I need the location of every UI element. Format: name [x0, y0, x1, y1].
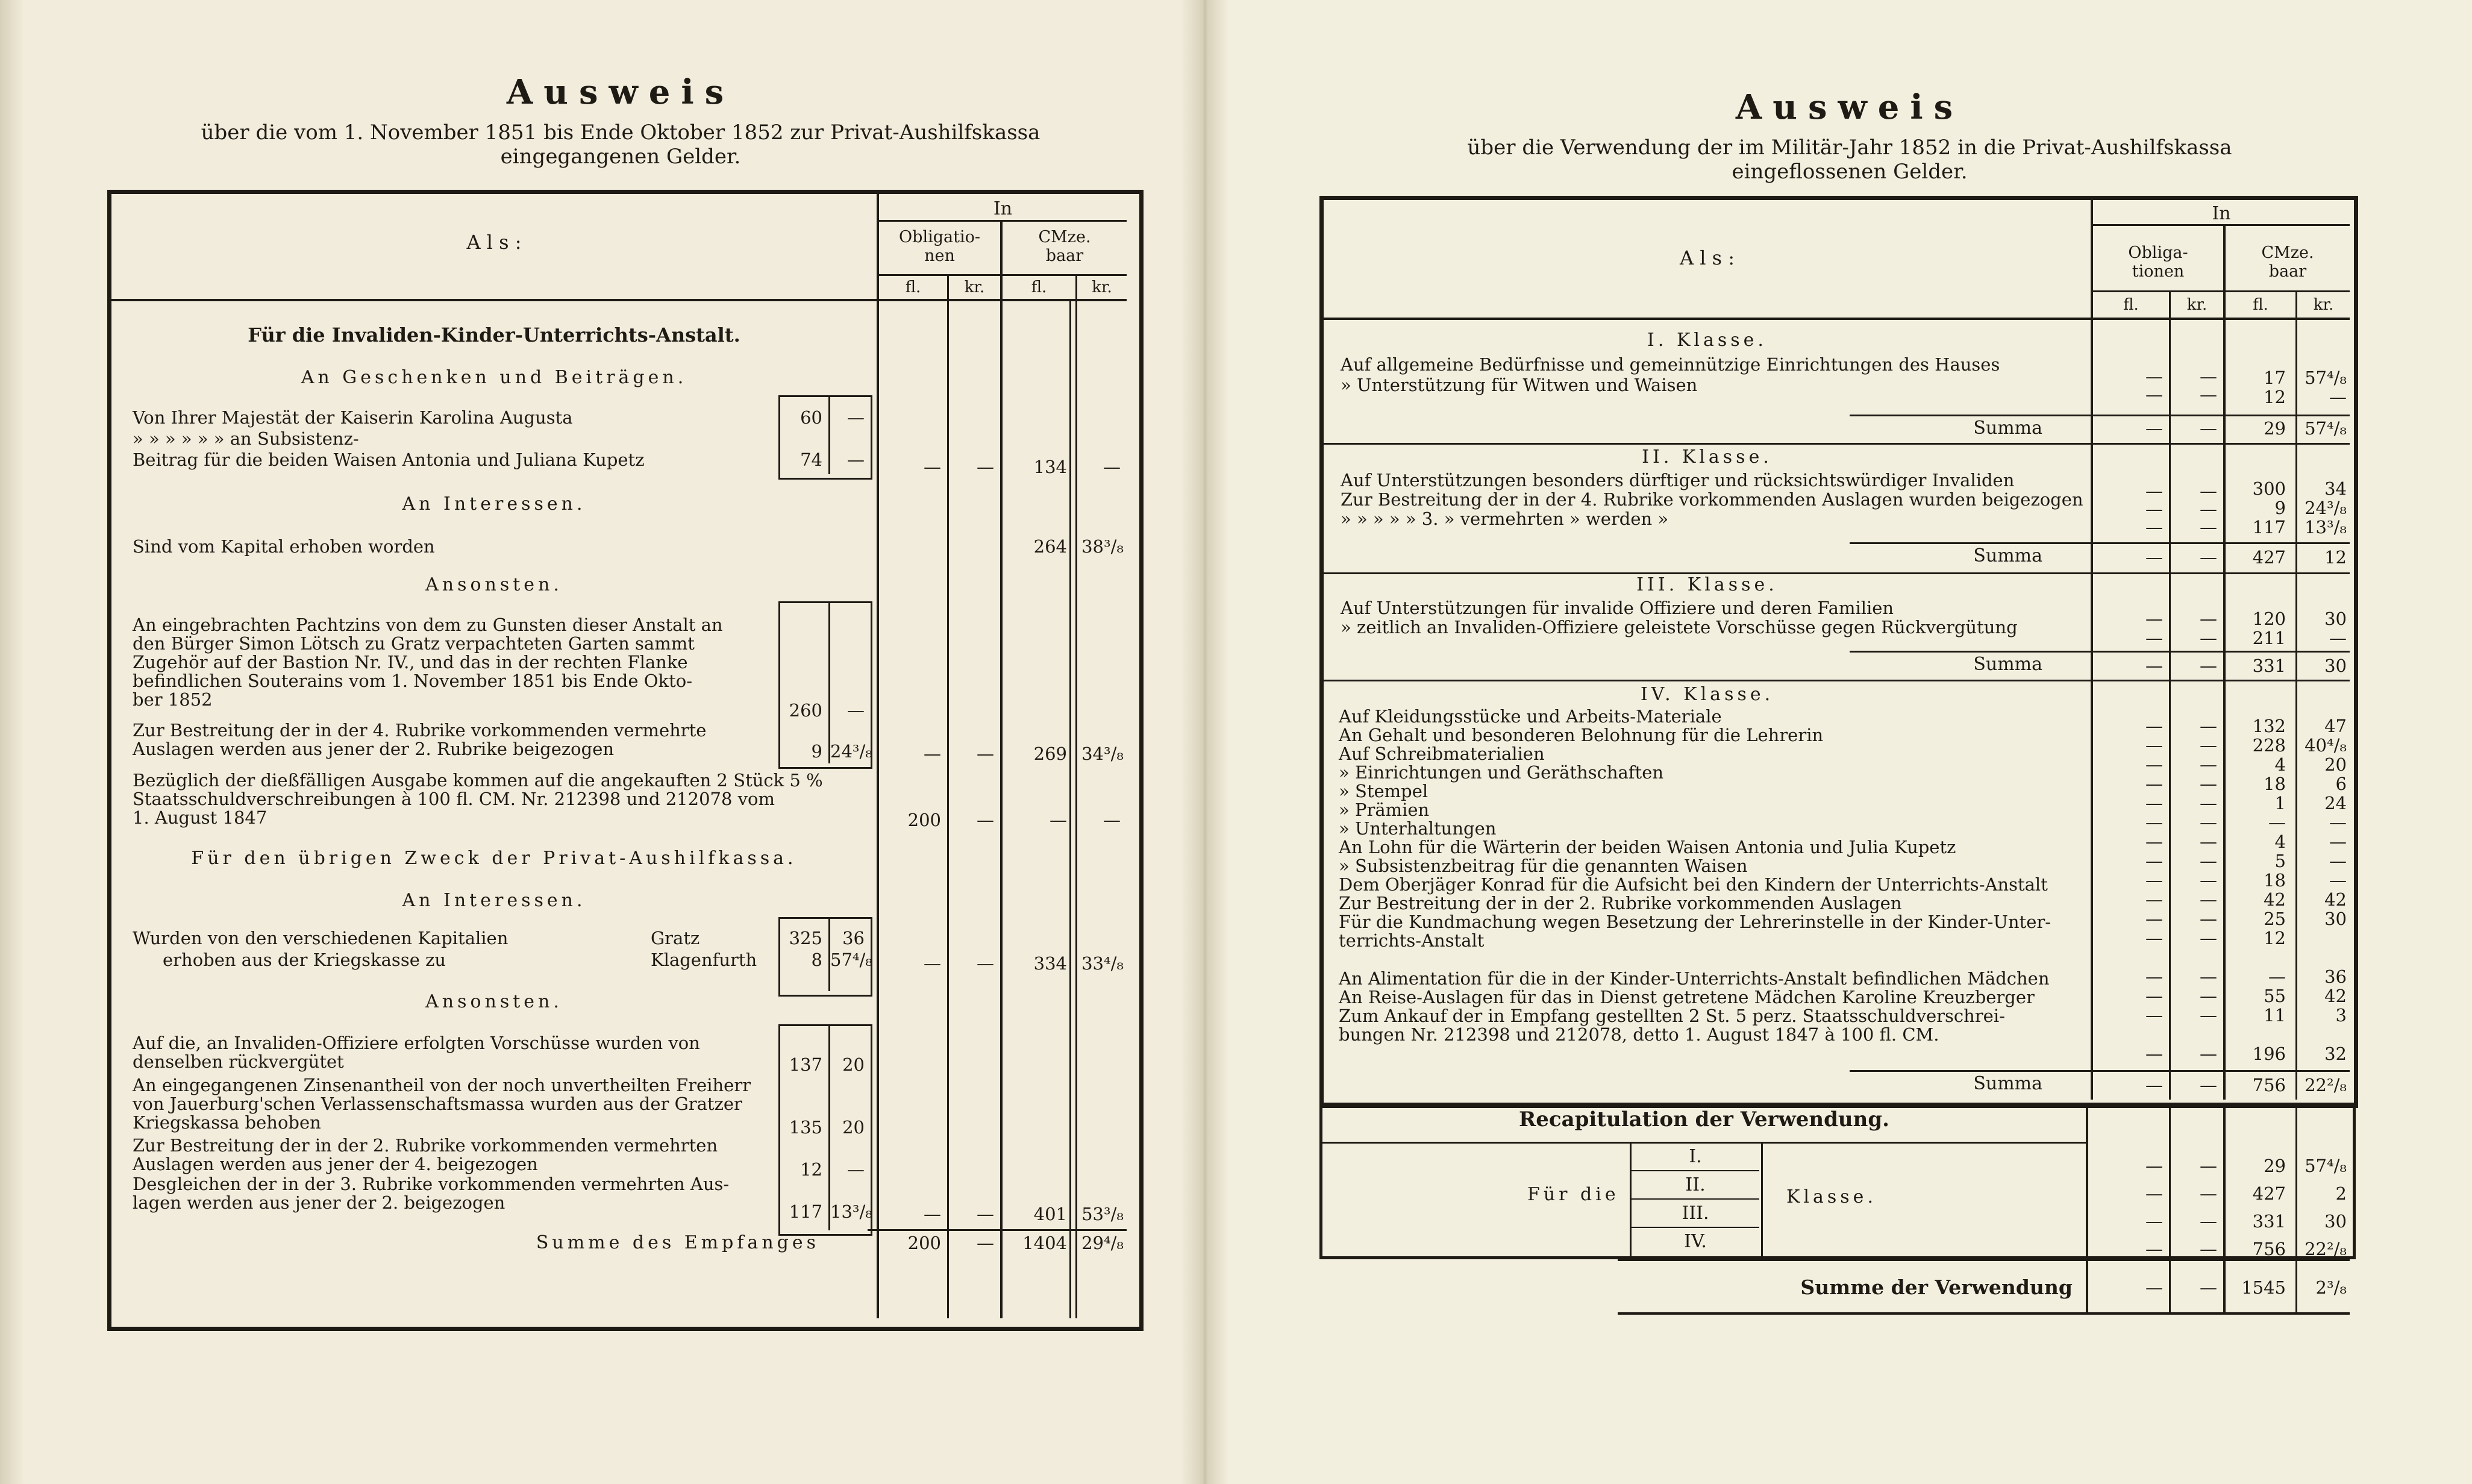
- book-gutter: [1181, 0, 1229, 1484]
- k3-obl-2: —: [2145, 628, 2163, 648]
- klasse1-title: I. Klasse.: [1647, 330, 1767, 351]
- klasse2-title: II. Klasse.: [1642, 446, 1773, 468]
- k4-fl-11: 25: [2264, 909, 2286, 929]
- right-in-rule: [2093, 224, 2350, 226]
- k1-sfl: 29: [2264, 418, 2286, 439]
- recap-skr: 2³/₈: [2315, 1277, 2347, 1298]
- k1-summe: Summa: [1973, 418, 2042, 439]
- k1-oblk-1: —: [2200, 366, 2217, 387]
- right-fl-header-2: fl.: [2253, 296, 2268, 314]
- k3-oblk-2: —: [2200, 628, 2217, 648]
- k2-row-2: Zur Bestreitung der in der 4. Rubrike vorkommenden Auslagen wurden beigezogen: [1341, 489, 2083, 510]
- k4-obl-12: —: [2145, 928, 2163, 948]
- right-title-block: [1362, 87, 2338, 184]
- k2-oblk-3: —: [2200, 517, 2217, 537]
- row-erhoben: erhoben aus der Kriegskasse zu: [163, 950, 446, 970]
- recap-kr-4: 22²/₈: [2305, 1239, 2347, 1259]
- k4-fl-12: 12: [2264, 928, 2286, 948]
- k4-obl-15: —: [2145, 1005, 2163, 1025]
- klasse3-title: III. Klasse.: [1636, 574, 1778, 595]
- val-o3k: —: [977, 744, 994, 764]
- k4-fl-7: 4: [2274, 831, 2286, 852]
- k4-fl-2: 228: [2252, 735, 2286, 756]
- left-title-block: [108, 72, 1133, 169]
- recap-kr-1: 57⁴/₈: [2305, 1156, 2347, 1176]
- recap-fl-4: 756: [2252, 1239, 2286, 1259]
- k3-sobl: —: [2145, 656, 2163, 676]
- k4-obl-10: —: [2145, 889, 2163, 910]
- val-b117: 117: [789, 1201, 822, 1222]
- k4-obl-1: —: [2145, 716, 2163, 736]
- k3-row-1: Auf Unterstützungen für invalide Offiziere und deren Familien: [1341, 598, 1894, 618]
- k4-kr-16: 32: [2324, 1044, 2347, 1064]
- k4-row-14: An Reise-Auslagen für das in Dienst getretene Mädchen Karoline Kreuzberger: [1339, 987, 2035, 1007]
- val-b12k: —: [847, 1159, 865, 1180]
- k4-obl-14: —: [2145, 986, 2163, 1006]
- left-sum-rule: [868, 1229, 1127, 1231]
- val-c2k: 38³/₈: [1081, 536, 1124, 557]
- left-in-rule: [879, 220, 1127, 222]
- k2-summe: Summa: [1973, 545, 2042, 566]
- k4-fl-8: 5: [2274, 851, 2286, 871]
- k1-skr: 57⁴/₈: [2305, 418, 2347, 439]
- left-kr-header-1: kr.: [964, 278, 985, 296]
- left-in-header: In: [993, 198, 1013, 219]
- k4-skr: 22²/₈: [2305, 1075, 2347, 1095]
- k4-row-2: An Gehalt und besonderen Belohnung für die Lehrerin: [1339, 725, 1824, 745]
- k3-kr-1: 30: [2324, 609, 2347, 629]
- k4-kr-2: 40⁴/₈: [2305, 735, 2347, 756]
- recap-oblk-3: —: [2200, 1211, 2217, 1232]
- k3-row-2: » zeitlich an Invaliden-Offiziere geleistete Vorschüsse gegen Rückvergütung: [1341, 617, 2018, 637]
- row-gratz: Gratz: [651, 928, 700, 948]
- k4-kr-8: —: [2329, 851, 2347, 871]
- k4-sfl: 756: [2252, 1075, 2286, 1095]
- k1-fl-2: 12: [2264, 387, 2286, 407]
- left-oblig-cmze-divider: [1000, 220, 1003, 1318]
- left-flkr-rule: [879, 274, 1127, 276]
- recap-item-4: IV.: [1684, 1231, 1707, 1252]
- k4-obl-5: —: [2145, 793, 2163, 813]
- recap-oblk-1: —: [2200, 1156, 2217, 1176]
- right-cmze-header: CMze. baar: [2261, 243, 2314, 281]
- k2-row-1: Auf Unterstützungen besonders dürftiger und rücksichtswürdiger Invaliden: [1341, 470, 2015, 490]
- recap-col-divider: [2086, 1103, 2088, 1259]
- val-b260k: —: [847, 700, 865, 721]
- k4-row-3: Auf Schreibmaterialien: [1339, 744, 1545, 764]
- k2-skr: 12: [2324, 547, 2347, 568]
- val-osk: —: [977, 1233, 994, 1253]
- row-kapital: Sind vom Kapital erhoben worden: [133, 536, 435, 557]
- section-ansonsten-2: Ansonsten.: [425, 991, 563, 1012]
- k3-skr: 30: [2324, 656, 2347, 676]
- k3-fl-2: 211: [2252, 628, 2286, 648]
- val-c3k: 34³/₈: [1081, 744, 1124, 764]
- recap-item-2: II.: [1685, 1174, 1706, 1195]
- val-o6k: —: [977, 1204, 994, 1224]
- box-ansonsten-1-divider: [828, 603, 830, 763]
- k3-bottom-rule: [1324, 680, 2350, 681]
- recap-class-rule-2: [1632, 1198, 1759, 1200]
- val-o1: —: [924, 457, 941, 477]
- k4-fl-6: —: [2268, 812, 2286, 833]
- k4-oblk-16: —: [2200, 1044, 2217, 1064]
- k2-sum-rule: [1850, 542, 2350, 544]
- left-obligationen-header: Obligatio- nen: [899, 228, 980, 265]
- k4-kr-14: 42: [2324, 986, 2347, 1006]
- k1-oblk-2: —: [2200, 384, 2217, 405]
- recap-class-rule-3: [1632, 1227, 1759, 1228]
- val-b74k: —: [847, 449, 865, 470]
- box-geschenke-divider: [828, 397, 830, 474]
- left-header-rule: [111, 299, 1127, 301]
- k4-sum-rule: [1850, 1070, 2350, 1072]
- k1-sobl: —: [2145, 418, 2163, 439]
- k4-oblk-5: —: [2200, 793, 2217, 813]
- k4-fl-1: 132: [2252, 716, 2286, 736]
- row-subsistenz-2: Beitrag für die beiden Waisen Antonia und Juliana Kupetz: [133, 449, 645, 470]
- val-b60k: —: [847, 407, 865, 428]
- k4-kr-4: 6: [2335, 774, 2347, 794]
- k4-kr-3: 20: [2324, 754, 2347, 775]
- recap-kr-3: 30: [2324, 1211, 2347, 1232]
- right-fl-header-1: fl.: [2123, 296, 2139, 314]
- k4-row-15: Zum Ankauf der in Empfang gestellten 2 St. 5 perz. Staatsschuldverschrei- bungen Nr. 212398 und 212078, detto 1. August 1847 à 100 fl. CM.: [1339, 1006, 2005, 1045]
- k2-oblk-2: —: [2200, 499, 2217, 519]
- val-b12: 12: [800, 1159, 822, 1180]
- section-anstalt: Für die Invaliden-Kinder-Unterrichts-Anstalt.: [248, 324, 740, 346]
- recap-sum-rule-bottom: [1618, 1312, 2350, 1315]
- recap-oblk-4: —: [2200, 1239, 2217, 1259]
- left-fl-header-2: fl.: [1031, 278, 1047, 296]
- k2-row-3: » » » » » 3. » vermehrten » werden »: [1341, 509, 1669, 529]
- k4-oblk-1: —: [2200, 716, 2217, 736]
- val-b325k: 36: [842, 928, 865, 948]
- val-c1k: —: [1103, 457, 1121, 477]
- k2-fl-3: 117: [2252, 517, 2286, 537]
- k4-oblk-3: —: [2200, 754, 2217, 775]
- val-b135: 135: [789, 1117, 822, 1138]
- k4-kr-11: 30: [2324, 909, 2347, 929]
- row-summe-empfang: Summe des Empfanges: [536, 1232, 819, 1253]
- val-o6: —: [924, 1204, 941, 1224]
- recap-obl-2: —: [2145, 1183, 2163, 1204]
- k1-fl-1: 17: [2264, 368, 2286, 388]
- section-geschenke: An Geschenken und Beiträgen.: [301, 367, 687, 388]
- val-c5: 334: [1033, 953, 1067, 974]
- recap-obl-4: —: [2145, 1239, 2163, 1259]
- k2-sfl: 427: [2252, 547, 2286, 568]
- row-bestreitung-2: Zur Bestreitung der in der 2. Rubrike vorkommenden vermehrten Auslagen werden aus jener der 4. beigezogen: [133, 1135, 718, 1174]
- row-desgleichen: Desgleichen der in der 3. Rubrike vorkommenden vermehrten Aus- lagen werden aus jener der 2. beigezogen: [133, 1174, 730, 1213]
- k4-obl-3: —: [2145, 754, 2163, 775]
- k4-kr-15: 3: [2335, 1005, 2347, 1025]
- k4-fl-15: 11: [2264, 1005, 2286, 1025]
- page-edge: [0, 0, 24, 1484]
- row-zinsen: An eingegangenen Zinsenantheil von der noch unvertheilten Freiherr von Jauerburg'schen Verlassenschaftsmassa wurden aus der Gratzer Kriegskassa behoben: [133, 1075, 751, 1133]
- val-o1k: —: [977, 457, 994, 477]
- k4-kr-9: —: [2329, 870, 2347, 891]
- k3-obl-1: —: [2145, 609, 2163, 629]
- right-obligationen-header: Obliga- tionen: [2128, 243, 2188, 281]
- k4-fl-14: 55: [2264, 986, 2286, 1006]
- k3-kr-2: —: [2329, 628, 2347, 648]
- section-interessen-1: An Interessen.: [402, 493, 586, 515]
- row-klagenfurth: Klagenfurth: [651, 950, 757, 970]
- k2-obl-3: —: [2145, 517, 2163, 537]
- k4-oblk-6: —: [2200, 812, 2217, 833]
- section-interessen-2: An Interessen.: [402, 890, 586, 911]
- k4-row-6: » Prämien: [1339, 800, 1430, 820]
- left-cmze-header: CMze. baar: [1038, 228, 1091, 265]
- k4-fl-3: 4: [2274, 754, 2286, 775]
- row-karolina: Von Ihrer Majestät der Kaiserin Karolina Augusta: [133, 407, 573, 428]
- left-double-rule: [1069, 301, 1071, 1318]
- k4-oblk-7: —: [2200, 831, 2217, 852]
- recap-cmze-divider: [2223, 1106, 2226, 1256]
- val-b74: 74: [800, 449, 822, 470]
- val-o5: —: [924, 953, 941, 974]
- k1-kr-1: 57⁴/₈: [2305, 368, 2347, 388]
- k2-oblk-1: —: [2200, 481, 2217, 501]
- recap-fl-2: 427: [2252, 1183, 2286, 1204]
- k2-obl-1: —: [2145, 481, 2163, 501]
- k4-kr-10: 42: [2324, 889, 2347, 910]
- k4-row-4: » Einrichtungen und Geräthschaften: [1339, 762, 1664, 783]
- k3-fl-1: 120: [2252, 609, 2286, 629]
- val-c4: —: [1050, 810, 1067, 830]
- val-b9: 9: [811, 741, 822, 762]
- k1-obl-2: —: [2145, 384, 2163, 405]
- right-col-divider: [2091, 200, 2093, 1100]
- k4-fl-4: 18: [2264, 774, 2286, 794]
- left-subtitle: über die vom 1. November 1851 bis Ende Oktober 1852 zur Privat-Aushilfskassa eingegangenen Gelder.: [201, 121, 1040, 169]
- section-ansonsten-1: Ansonsten.: [425, 574, 563, 595]
- k4-oblk-14: —: [2200, 986, 2217, 1006]
- box-ansonsten-2-divider: [828, 1026, 830, 1230]
- k4-sobl: —: [2145, 1075, 2163, 1095]
- k4-obl-8: —: [2145, 851, 2163, 871]
- k4-kr-7: —: [2329, 831, 2347, 852]
- right-oblig-flkr-divider: [2169, 290, 2171, 1100]
- right-in-header: In: [2212, 203, 2231, 224]
- val-b117k: 13³/₈: [830, 1201, 872, 1222]
- recap-title: Recapitulation der Verwendung.: [1519, 1107, 1889, 1132]
- right-subtitle: über die Verwendung der im Militär-Jahr 1852 in die Privat-Aushilfskassa eingeflossenen Gelder.: [1467, 136, 2232, 184]
- left-oblig-flkr-divider: [947, 274, 949, 1318]
- val-o4k: —: [977, 810, 994, 830]
- k4-oblk-4: —: [2200, 774, 2217, 794]
- k4-kr-5: 24: [2324, 793, 2347, 813]
- val-b135k: 20: [842, 1117, 865, 1138]
- recap-sum-divider-2: [2169, 1259, 2171, 1315]
- k4-obl-9: —: [2145, 870, 2163, 891]
- k4-kr-1: 47: [2324, 716, 2347, 736]
- k4-row-10: Dem Oberjäger Konrad für die Aufsicht bei den Kindern der Unterrichts-Anstalt: [1339, 874, 2048, 895]
- k4-obl-6: —: [2145, 812, 2163, 833]
- k4-oblk-9: —: [2200, 870, 2217, 891]
- k4-soblk: —: [2200, 1075, 2217, 1095]
- k4-obl-13: —: [2145, 966, 2163, 987]
- val-b9k: 24³/₈: [830, 741, 872, 762]
- recap-item-1: I.: [1689, 1146, 1702, 1167]
- val-cs: 1404: [1022, 1233, 1067, 1253]
- k4-row-9: » Subsistenzbeitrag für die genannten Waisen: [1339, 856, 1748, 876]
- recap-soblk: —: [2200, 1277, 2217, 1298]
- k2-sobl: —: [2145, 547, 2163, 568]
- val-c4k: —: [1103, 810, 1121, 830]
- val-c6: 401: [1033, 1204, 1067, 1224]
- recap-item-3: III.: [1682, 1203, 1709, 1224]
- left-col-divider: [877, 194, 879, 1318]
- k4-oblk-11: —: [2200, 909, 2217, 929]
- val-c3: 269: [1033, 744, 1067, 764]
- val-os: 200: [907, 1233, 941, 1253]
- row-subsistenz-1: » » » » » » an Subsistenz-: [133, 428, 359, 449]
- k1-bottom-rule: [1324, 443, 2350, 445]
- k2-fl-1: 300: [2252, 478, 2286, 499]
- section-zweck: Für den übrigen Zweck der Privat-Aushilfkassa.: [191, 848, 797, 869]
- right-header-rule: [1324, 318, 2350, 320]
- k2-kr-1: 34: [2324, 478, 2347, 499]
- k2-bottom-rule: [1324, 572, 2350, 574]
- k4-row-7: » Unterhaltungen: [1339, 818, 1497, 839]
- recap-oblk-2: —: [2200, 1183, 2217, 1204]
- val-csk: 29⁴/₈: [1081, 1233, 1124, 1253]
- k4-row-12: Für die Kundmachung wegen Besetzung der Lehrerinstelle in der Kinder-Unter- terrichts-Anstalt: [1339, 912, 2051, 951]
- left-title: Ausweis: [506, 72, 735, 112]
- recap-kr-2: 2: [2335, 1183, 2347, 1204]
- k4-oblk-12: —: [2200, 928, 2217, 948]
- recap-fl-1: 29: [2264, 1156, 2286, 1176]
- k4-fl-10: 42: [2264, 889, 2286, 910]
- k1-obl-1: —: [2145, 366, 2163, 387]
- left-cmze-flkr-divider: [1075, 274, 1077, 1318]
- recap-sum-rule-top: [1618, 1259, 2350, 1261]
- recap-sum-divider-1: [2086, 1259, 2088, 1315]
- k3-sum-rule: [1850, 651, 2350, 653]
- k4-oblk-13: —: [2200, 966, 2217, 987]
- right-als-header: A l s :: [1679, 246, 1735, 269]
- val-b137: 137: [789, 1054, 822, 1075]
- k4-kr-6: —: [2329, 812, 2347, 833]
- val-c1: 134: [1033, 457, 1067, 477]
- k4-obl-2: —: [2145, 735, 2163, 756]
- recap-class-rule-1: [1632, 1170, 1759, 1171]
- row-pacht: An eingebrachten Pachtzins von dem zu Gunsten dieser Anstalt an den Bürger Simon Lötsch zu Gratz verpachteten Garten sammt Zugehör auf der Bastion Nr. IV., und das in der rechten Flanke befindlichen Souterains vom 1. November 1851 bis Ende Okto- ber 1852: [133, 615, 723, 710]
- k4-fl-9: 18: [2264, 870, 2286, 891]
- recap-sfl: 1545: [2241, 1277, 2286, 1298]
- k3-summe: Summa: [1973, 654, 2042, 675]
- k3-soblk: —: [2200, 656, 2217, 676]
- k2-soblk: —: [2200, 547, 2217, 568]
- left-fl-header-1: fl.: [905, 278, 921, 296]
- val-o3: —: [924, 744, 941, 764]
- row-bezueglich: Bezüglich der dießfälligen Ausgabe kommen auf die angekauften 2 Stück 5 % Staatsschuldverschreibungen à 100 fl. CM. Nr. 212398 und 212078 vom 1. August 1847: [133, 770, 823, 828]
- k3-sfl: 331: [2252, 656, 2286, 676]
- k2-kr-2: 24³/₈: [2305, 498, 2347, 518]
- left-kr-header-2: kr.: [1092, 278, 1112, 296]
- k1-row-1: Auf allgemeine Bedürfnisse und gemeinnützige Einrichtungen des Hauses: [1341, 354, 2000, 375]
- val-b8k: 57⁴/₈: [830, 950, 872, 970]
- k4-obl-4: —: [2145, 774, 2163, 794]
- k4-fl-5: 1: [2274, 793, 2286, 813]
- k3-oblk-1: —: [2200, 609, 2217, 629]
- k1-soblk: —: [2200, 418, 2217, 439]
- val-b325: 325: [789, 928, 822, 948]
- k4-row-5: » Stempel: [1339, 781, 1428, 801]
- recap-sobl: —: [2145, 1277, 2163, 1298]
- k4-obl-7: —: [2145, 831, 2163, 852]
- recap-oblig-divider: [2169, 1106, 2171, 1256]
- left-als-header: A l s :: [466, 231, 522, 254]
- row-bestreitung: Zur Bestreitung der in der 4. Rubrike vorkommenden vermehrte Auslagen werden aus jener der 2. Rubrike beigezogen: [133, 720, 707, 759]
- val-b137k: 20: [842, 1054, 865, 1075]
- val-c6k: 53³/₈: [1081, 1204, 1124, 1224]
- k2-obl-2: —: [2145, 499, 2163, 519]
- recap-obl-3: —: [2145, 1211, 2163, 1232]
- val-b260: 260: [789, 700, 822, 721]
- k4-obl-16: —: [2145, 1044, 2163, 1064]
- val-b60: 60: [800, 407, 822, 428]
- row-wurden: Wurden von den verschiedenen Kapitalien: [133, 928, 508, 948]
- recap-klasse: Klasse.: [1786, 1186, 1877, 1207]
- k4-row-13: An Alimentation für die in der Kinder-Unterrichts-Anstalt befindlichen Mädchen: [1339, 968, 2050, 989]
- k4-oblk-8: —: [2200, 851, 2217, 871]
- klasse4-title: IV. Klasse.: [1640, 684, 1774, 705]
- right-title: Ausweis: [1735, 87, 1964, 127]
- val-c2: 264: [1033, 536, 1067, 557]
- k1-kr-2: —: [2329, 387, 2347, 407]
- k4-oblk-10: —: [2200, 889, 2217, 910]
- right-kr-header-2: kr.: [2313, 296, 2334, 314]
- recap-flkr-divider: [2295, 1106, 2297, 1256]
- k4-fl-16: 196: [2252, 1044, 2286, 1064]
- val-o5k: —: [977, 953, 994, 974]
- k4-row-11: Zur Bestreitung der in der 2. Rubrike vorkommenden Auslagen: [1339, 893, 1902, 913]
- k4-obl-11: —: [2145, 909, 2163, 929]
- k4-row-8: An Lohn für die Wärterin der beiden Waisen Antonia und Julia Kupetz: [1339, 837, 1956, 857]
- k4-fl-13: —: [2268, 966, 2286, 987]
- k4-row-1: Auf Kleidungsstücke und Arbeits-Materiale: [1339, 706, 1722, 727]
- k4-summe: Summa: [1973, 1073, 2042, 1094]
- k4-kr-13: 36: [2324, 966, 2347, 987]
- recap-obl-1: —: [2145, 1156, 2163, 1176]
- right-flkr-rule: [2093, 290, 2350, 292]
- k4-oblk-15: —: [2200, 1005, 2217, 1025]
- val-c5k: 33⁴/₈: [1081, 953, 1124, 974]
- k4-oblk-2: —: [2200, 735, 2217, 756]
- k2-kr-3: 13³/₈: [2305, 517, 2347, 537]
- val-b8: 8: [811, 950, 822, 970]
- k2-fl-2: 9: [2274, 498, 2286, 518]
- recap-fuer: Für die: [1527, 1184, 1619, 1205]
- k1-sum-rule: [1850, 415, 2350, 416]
- recap-summe: Summe der Verwendung: [1800, 1276, 2073, 1299]
- k1-row-2: » Unterstützung für Witwen und Waisen: [1341, 375, 1698, 395]
- val-o4: 200: [907, 810, 941, 830]
- recap-fl-3: 331: [2252, 1211, 2286, 1232]
- row-vorschuesse: Auf die, an Invaliden-Offiziere erfolgten Vorschüsse wurden von denselben rückvergütet: [133, 1033, 700, 1072]
- right-kr-header-1: kr.: [2186, 296, 2208, 314]
